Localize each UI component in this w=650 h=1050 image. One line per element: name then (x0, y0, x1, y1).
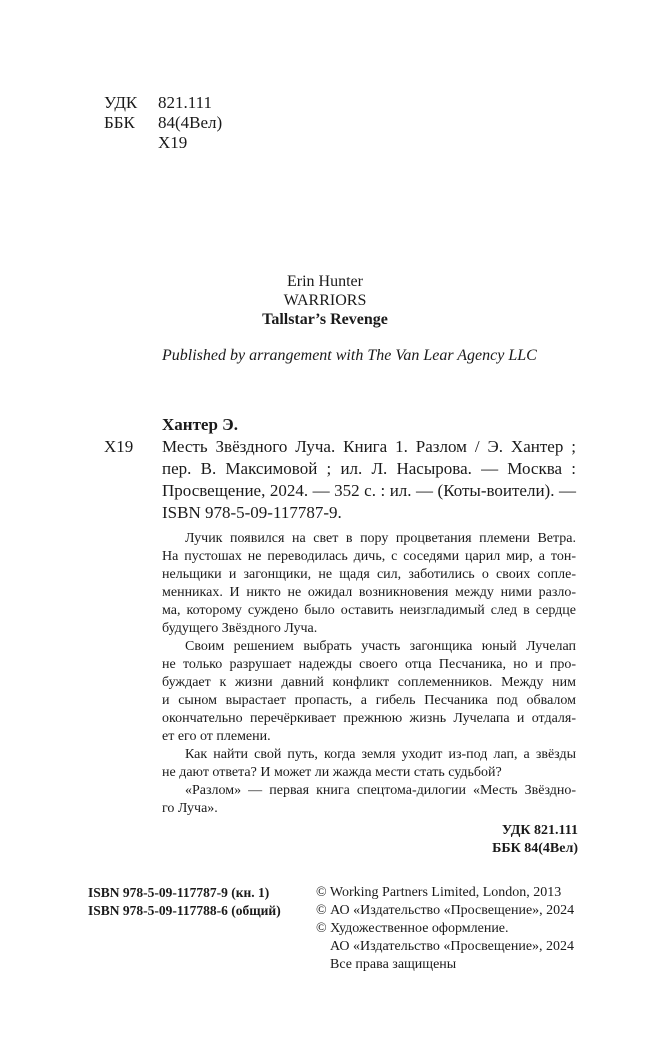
annotation-line: не только разрушает надежды своего отца Песчаника, но и про- (162, 657, 576, 672)
record-line-4: ISBN 978-5-09-117787-9. (162, 503, 342, 522)
annotation-line: На пустошах не переводилась дичь, с соседями царил мир, а тон- (162, 549, 576, 564)
annotation-line: ет его от племени. (162, 729, 271, 744)
original-title: Tallstar’s Revenge (262, 311, 388, 328)
isbn-book-1: ISBN 978-5-09-117787-9 (кн. 1) (88, 885, 270, 900)
arrangement-note: Published by arrangement with The Van Lear Agency LLC (162, 347, 537, 364)
isbn-set: ISBN 978-5-09-117788-6 (общий) (88, 903, 281, 918)
annotation-line: нельщики и загонщики, не щадя сил, заботились о своих сопле- (162, 567, 576, 582)
copyright-line: © Художественное оформление. (316, 921, 509, 936)
original-series: WARRIORS (283, 292, 367, 309)
udk-value: 821.111 (158, 93, 212, 112)
annotation-line: окончательно перечёркивает прежнюю жизнь Лучелапа и отдаля- (162, 711, 576, 726)
record-line-3: Просвещение, 2024. — 352 с. : ил. — (Коты-воители). — (162, 481, 576, 500)
annotation-line: не дают ответа? И может ли жажда мести стать судьбой? (162, 765, 502, 780)
record-heading: Хантер Э. (162, 415, 238, 434)
annotation-line: ма, которому суждено было оставить неизгладимый след в сердце (162, 603, 576, 618)
annotation-line: го Луча». (162, 801, 218, 816)
annotation-line: Как найти свой путь, когда земля уходит из-под лап, а звёзды (185, 747, 576, 762)
author-mark: Х19 (158, 133, 188, 152)
record-line-2: пер. В. Максимовой ; ил. Л. Насырова. — Москва : (162, 459, 576, 478)
index-bbk: ББК 84(4Вел) (492, 841, 578, 856)
bbk-label: ББК (104, 113, 135, 132)
record-mark: Х19 (104, 437, 134, 456)
annotation-line: будущего Звёздного Луча. (162, 621, 318, 636)
index-udk: УДК 821.111 (501, 823, 578, 838)
bbk-value: 84(4Вел) (158, 113, 223, 132)
rights-reserved: Все права защищены (330, 957, 457, 972)
copyright-line: © АО «Издательство «Просвещение», 2024 (316, 903, 575, 918)
copyright-line: © Working Partners Limited, London, 2013 (316, 885, 562, 900)
annotation-line: буждает к жизни давний конфликт соплеменников. Между ним (162, 675, 576, 690)
annotation-line: менниках. И никто не ожидал возникновения между ними разло- (162, 585, 576, 600)
annotation-line: Лучик появился на свет в пору процветания племени Ветра. (185, 531, 576, 546)
annotation-line: «Разлом» — первая книга спецтома-дилогии «Месть Звёздно- (185, 783, 576, 798)
annotation-line: и сыном вырастает пропасть, а гибель Песчаника под обвалом (162, 693, 576, 708)
annotation-line: Своим решением выбрать участь загонщика юный Лучелап (185, 639, 576, 654)
original-author: Erin Hunter (287, 273, 363, 290)
copyright-line: АО «Издательство «Просвещение», 2024 (330, 939, 575, 954)
udk-label: УДК (104, 93, 138, 112)
record-line-1: Месть Звёздного Луча. Книга 1. Разлом / Э. Хантер ; (162, 437, 576, 456)
